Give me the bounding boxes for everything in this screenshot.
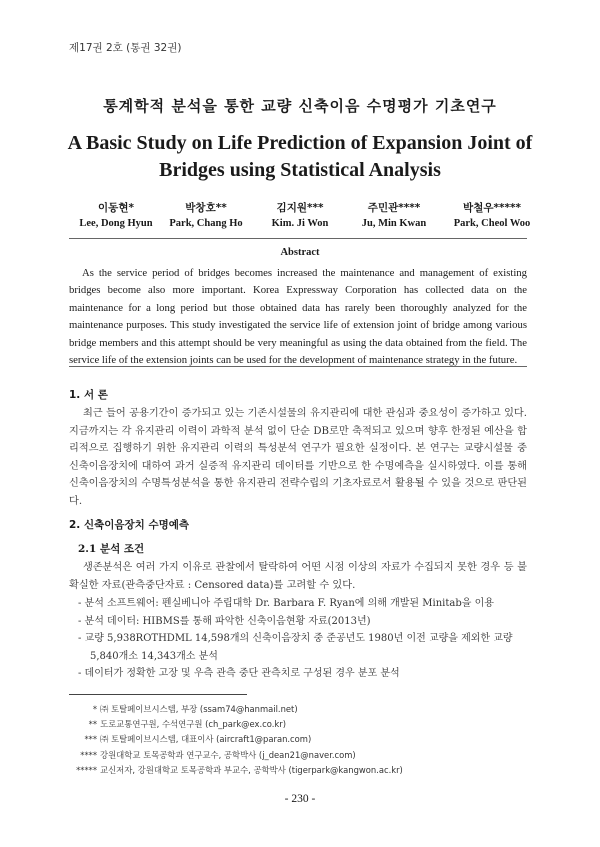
footnote-text: 도로교통연구원, 수석연구원 (ch_park@ex.co.kr) <box>100 719 286 730</box>
author <box>344 200 444 229</box>
footnote-mark: ***** <box>76 764 97 775</box>
header-divider <box>69 238 527 239</box>
author-name-korean: 박창호** <box>185 202 227 214</box>
footnote-mark: ** <box>88 719 97 730</box>
footnote-mark: **** <box>80 749 97 760</box>
title-english <box>60 130 540 184</box>
author-name-korean: 박철우***** <box>463 202 521 214</box>
footnote-text: ㈜ 토탈페이브시스템, 대표이사 (aircraft1@paran.com) <box>100 734 312 745</box>
title-english-line1: A Basic Study on Life Prediction of Expansion Joint of <box>67 132 533 154</box>
title-english-line2: Bridges using Statistical Analysis <box>159 159 441 181</box>
section-body: 최근 들어 공용기간이 증가되고 있는 기존시설물의 유지관리에 대한 관심과 중요성이 증가하고 있다. 지금까지는 각 유지관리 이력이 과학적 분석 없이 단순 DB로만 축적되고 있으며 향후 한정된 예산을 합리적으로 집행하기 위한 유지관리 이력의 특성분석 연구가 필요한 실정이다. 본 연구는 교량시설물 중 신축이음장치에 대하여 과거 실증적 유지관리 데이터를 기반으로 한 수명예측을 실시하였다. 이를 통해 신축이음장치의 수명특성분석을 통한 유지관리 전략수립의 기초자료로서 활용될 수 있을 것으로 판단된다. <box>69 408 527 507</box>
footnote-text: ㈜ 토탈페이브시스템, 부장 (ssam74@hanmail.net) <box>100 704 298 714</box>
footnote <box>69 748 403 763</box>
footnote-divider <box>69 694 247 695</box>
footnote <box>69 763 403 778</box>
author <box>442 200 542 229</box>
section-heading: 1. 서 론 <box>69 389 108 401</box>
subsection-heading: 2.1 분석 조건 <box>78 543 145 555</box>
footnote-text: 강원대학교 토목공학과 연구교수, 공학박사 (j_dean21@naver.com) <box>100 749 356 760</box>
author-name-english: Park, Chang Ho <box>169 218 243 229</box>
footnote-text: 교신저자, 강원대학교 토목공학과 부교수, 공학박사 (tigerpark@kangwon.ac.kr) <box>100 764 403 775</box>
footnotes <box>69 702 403 778</box>
author-name-korean: 주민관**** <box>367 202 421 214</box>
abstract-text: As the service period of bridges becomes increased the maintenance and management of existing bridges become also more important. Korea Expressway Corporation has collected data on the maintenance for a long period but those obtained data has rarely been thoroughly analyzed for the maintenance purposes. This study investigated the service life of extension joint of bridge among various bridge members and this attempt should be very meaningful as using the data obtained from the field. The service life of the extension joints can be used for the development of maintenance strategy in the future. <box>69 267 527 367</box>
footnote <box>69 702 403 717</box>
footnote <box>69 732 403 747</box>
section-heading: 2. 신축이음장치 수명예측 <box>69 519 190 531</box>
bullet-list <box>78 595 527 683</box>
abstract-divider <box>69 366 527 367</box>
author-name-english: Kim. Ji Won <box>271 218 329 229</box>
author-name-english: Ju, Min Kwan <box>361 218 427 229</box>
author <box>66 200 166 229</box>
subsection-body: 생존분석은 여러 가지 이유로 관찰에서 탈락하여 어떤 시점 이상의 자료가 수집되지 못한 경우 등 불확실한 자료(관측중단자료 : Censored data)를 고려할 수 있다. <box>69 562 527 591</box>
author-name-english: Lee, Dong Hyun <box>79 218 153 229</box>
list-item: - 분석 데이터: HIBMS를 통해 파악한 신축이음현황 자료(2013년) <box>78 615 371 627</box>
abstract-heading: Abstract <box>280 247 320 258</box>
list-item: - 분석 소프트웨어: 펜실베니아 주립대학 Dr. Barbara F. Ryan에 의해 개발된 Minitab을 이용 <box>78 598 494 609</box>
page-number: - 230 - <box>284 793 316 805</box>
footnote-mark: *** <box>84 734 97 745</box>
author <box>250 200 350 229</box>
author <box>156 200 256 229</box>
author-name-english: Park, Cheol Woo <box>453 218 531 229</box>
author-name-korean: 이동현* <box>98 202 134 214</box>
list-item: - 교량 5,938ROTHDML 14,598개의 신축이음장치 중 준공년도 1980년 이전 교량을 제외한 교량 5,840개소 14,343개소 분석 <box>78 633 513 662</box>
author-name-korean: 김지원*** <box>276 202 324 214</box>
list-item: - 데이터가 정확한 고장 및 우측 관측 중단 관측치로 구성된 경우 분포 분석 <box>78 668 400 680</box>
footnote <box>69 717 403 732</box>
footnote-mark: * <box>92 704 97 714</box>
running-head: 제17권 2호 (통권 32권) <box>69 42 182 54</box>
title-korean: 통계학적 분석을 통한 교량 신축이음 수명평가 기초연구 <box>103 97 497 115</box>
